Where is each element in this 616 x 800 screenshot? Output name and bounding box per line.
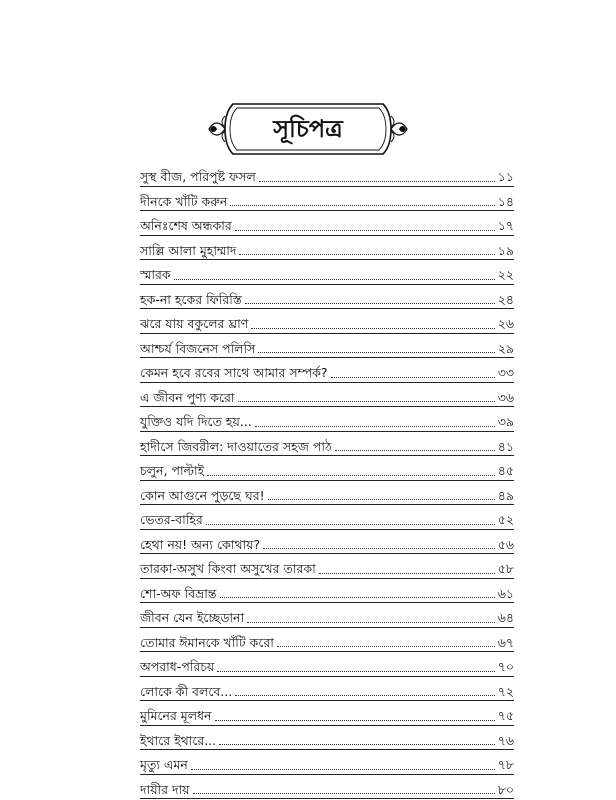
toc-entry-page: ২৬ (497, 316, 514, 331)
toc-dot-leader (268, 499, 495, 500)
toc-entry (140, 236, 514, 261)
title-frame (205, 100, 411, 158)
toc-entry-title: লোকে কী বলবে... (140, 683, 233, 699)
toc-entry (140, 652, 514, 677)
toc-entry-page: ৪৯ (497, 487, 514, 503)
toc-dot-leader (239, 254, 494, 255)
toc-dot-leader (245, 303, 495, 304)
toc-entry (140, 334, 514, 359)
toc-entry-page: ৫৬ (497, 536, 514, 552)
toc-entry-page: ৬১ (497, 585, 514, 601)
toc-entry (140, 481, 514, 506)
toc-entry-page: ১৯ (497, 242, 514, 258)
toc-entry (140, 505, 514, 530)
toc-entry-page: ৩৩ (497, 365, 514, 380)
toc-entry (140, 162, 514, 187)
toc-entry-title: কেমন হবে রবের সাথে আমার সম্পর্ক? (140, 365, 328, 380)
toc-entry-page: ৭৬ (497, 732, 514, 748)
toc-dot-leader (174, 279, 495, 280)
toc-entry-title: ভেতর-বাহির (140, 512, 203, 527)
toc-entry-page: ১৭ (497, 218, 514, 233)
toc-entry (140, 358, 514, 383)
toc-entry (140, 432, 514, 457)
toc-entry-title: অনিঃশেষ অন্ধকার (140, 218, 232, 233)
toc-entry (140, 677, 514, 702)
toc-entry-title: চলুন, পাল্টাই (140, 463, 205, 478)
toc-entry (140, 187, 514, 212)
toc-entry-page: ৭৫ (497, 708, 514, 723)
toc-entry-page: ৮০ (497, 781, 514, 797)
table-of-contents (140, 162, 514, 799)
toc-dot-leader (191, 769, 495, 770)
toc-entry-title: দীনকে খাঁটি করুন (140, 193, 228, 209)
toc-entry (140, 456, 514, 481)
toc-entry-page: ৭০ (497, 659, 514, 674)
toc-entry-page: ৫২ (497, 512, 514, 527)
toc-entry-title: আশ্চর্য বিজনেস পলিসি (140, 340, 256, 356)
toc-entry-title: তারকা-অসুখ কিংবা অসুখের তারকা (140, 561, 316, 576)
toc-entry (140, 554, 514, 579)
toc-dot-leader (335, 450, 495, 451)
toc-dot-leader (247, 622, 495, 623)
toc-dot-leader (331, 377, 495, 378)
toc-entry-page: ৬৭ (497, 634, 514, 650)
toc-entry-title: জীবন যেন ইচ্ছেডানা (140, 610, 245, 625)
toc-entry-page: ৪৫ (497, 463, 514, 478)
toc-entry (140, 579, 514, 604)
toc-dot-leader (235, 695, 495, 696)
toc-dot-leader (219, 744, 495, 745)
toc-entry (140, 603, 514, 628)
toc-dot-leader (259, 181, 495, 182)
toc-entry-title: ঝরে যায় বকুলের ঘ্রাণ (140, 316, 249, 331)
toc-entry (140, 309, 514, 334)
toc-entry-title: সাল্লি আলা মুহাম্মাদ (140, 242, 237, 258)
toc-dot-leader (217, 671, 494, 672)
toc-dot-leader (193, 793, 495, 794)
toc-dot-leader (230, 205, 494, 206)
toc-entry-title: হক-না হকের ফিরিস্তি (140, 291, 242, 307)
toc-entry-title: হেথা নয়! অন্য কোথায়? (140, 536, 261, 552)
toc-entry-title: অপরাধ-পরিচয় (140, 659, 215, 674)
toc-entry-title: মৃত্যু এমন (140, 757, 188, 772)
toc-entry-title: স্মারক (140, 267, 171, 282)
toc-dot-leader (258, 352, 494, 353)
toc-entry-page: ৩৬ (497, 389, 514, 405)
toc-dot-leader (220, 597, 495, 598)
toc-entry (140, 211, 514, 236)
toc-entry-page: ৬৪ (497, 610, 514, 625)
toc-dot-leader (206, 524, 495, 525)
toc-entry-title: যুক্তিও যদি দিতে হয়... (140, 414, 252, 429)
toc-entry (140, 260, 514, 285)
toc-entry (140, 726, 514, 751)
page-title: সূচিপত্র (273, 115, 343, 143)
toc-entry (140, 750, 514, 775)
toc-dot-leader (319, 573, 495, 574)
toc-dot-leader (215, 720, 495, 721)
toc-entry (140, 407, 514, 432)
toc-entry-page: ১১ (497, 169, 514, 184)
toc-entry-page: ৪১ (497, 438, 514, 454)
toc-entry-page: ৫৮ (497, 561, 514, 576)
toc-entry (140, 285, 514, 310)
toc-entry-title: দায়ীর দায় (140, 781, 190, 797)
toc-entry-page: ৭২ (497, 683, 514, 699)
toc-entry-title: শো-অফ বিভ্রান্ত (140, 585, 217, 601)
toc-dot-leader (207, 475, 495, 476)
toc-dot-leader (251, 328, 494, 329)
toc-entry-title: ইথারে ইথারে... (140, 732, 217, 748)
toc-entry-page: ৭৮ (497, 757, 514, 772)
toc-dot-leader (277, 646, 495, 647)
toc-entry-title: এ জীবন পুণ্য করো (140, 389, 235, 405)
toc-entry-page: ২৯ (497, 340, 514, 356)
toc-entry-title: তোমার ঈমানকে খাঁটি করো (140, 634, 274, 650)
toc-entry-title: সুস্থ বীজ, পরিপুষ্ট ফসল (140, 169, 256, 184)
toc-entry (140, 530, 514, 555)
toc-entry (140, 701, 514, 726)
toc-entry-page: ১৪ (497, 193, 514, 209)
toc-entry-page: ২২ (497, 267, 514, 282)
toc-dot-leader (263, 548, 495, 549)
toc-dot-leader (238, 401, 495, 402)
toc-entry (140, 628, 514, 653)
toc-entry-page: ৩৯ (497, 414, 514, 429)
toc-entry-title: কোন আগুনে পুড়ছে ঘর! (140, 487, 265, 503)
toc-dot-leader (235, 230, 495, 231)
toc-entry-title: হাদীসে জিবরীল: দাওয়াতের সহজ পাঠ (140, 438, 332, 454)
toc-entry-page: ২৪ (497, 291, 514, 307)
toc-entry (140, 775, 514, 800)
toc-entry-title: মুমিনের মূলধন (140, 708, 212, 723)
toc-entry (140, 383, 514, 408)
toc-dot-leader (255, 426, 495, 427)
